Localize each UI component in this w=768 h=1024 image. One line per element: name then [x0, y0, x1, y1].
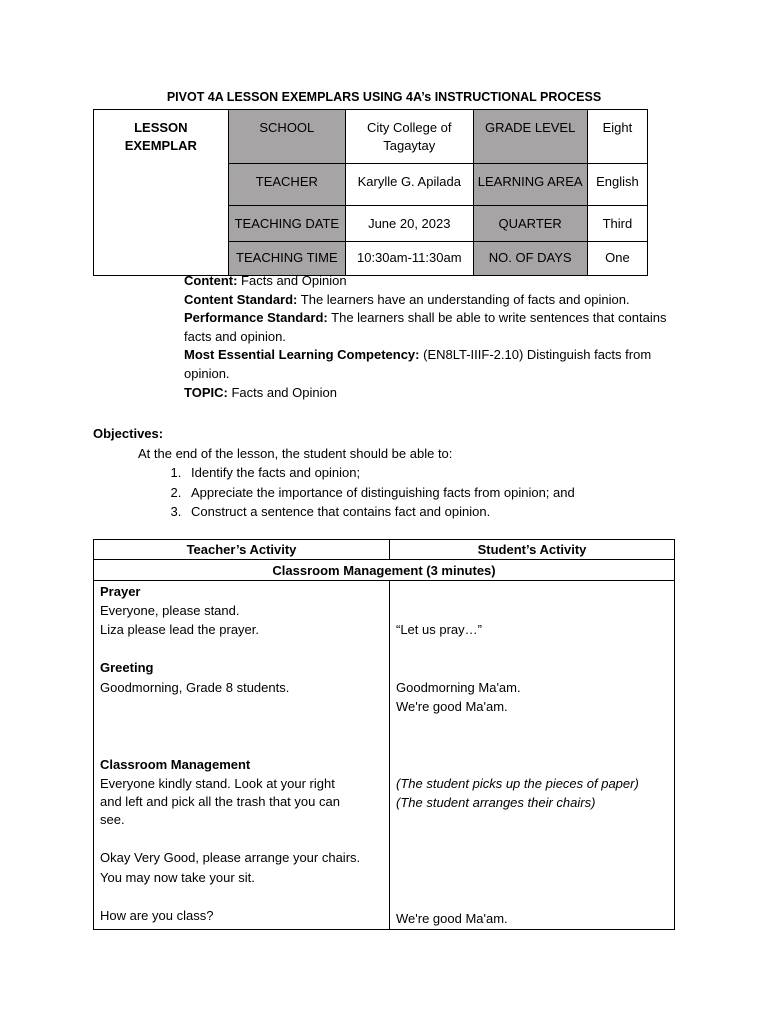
lesson-header-table	[93, 109, 648, 276]
teacher-line: You may now take your sit.	[100, 870, 255, 885]
learning-area-value: English	[587, 164, 647, 206]
teaching-time-value: 10:30am-11:30am	[346, 242, 474, 276]
teaching-date-label: TEACHING DATE	[228, 206, 345, 242]
teacher-activity-cell	[94, 581, 390, 930]
student-line: We're good Ma'am.	[396, 699, 508, 714]
activity-table	[93, 539, 675, 930]
student-line: (The student picks up the pieces of paper)	[396, 776, 639, 791]
days-value: One	[587, 242, 647, 276]
teaching-time-label: TEACHING TIME	[228, 242, 345, 276]
teacher-line: Everyone, please stand.	[100, 603, 240, 618]
teacher-line: see.	[100, 812, 125, 827]
objectives-list	[93, 463, 693, 522]
teacher-value: Karylle G. Apilada	[346, 164, 474, 206]
teacher-line: How are you class?	[100, 908, 214, 923]
classroom-management-heading: Classroom Management	[100, 757, 251, 772]
grade-level-label: GRADE LEVEL	[473, 110, 587, 164]
days-label: NO. OF DAYS	[473, 242, 587, 276]
quarter-value: Third	[587, 206, 647, 242]
student-line: Goodmorning Ma'am.	[396, 680, 521, 695]
teacher-line: Goodmorning, Grade 8 students.	[100, 680, 290, 695]
objective-item: 3. Construct a sentence that contains fact and opinion.	[185, 502, 693, 522]
topic-line: TOPIC: Facts and Opinion	[184, 384, 337, 400]
objective-item: 2. Appreciate the importance of distinguishing facts from opinion; and	[185, 483, 693, 503]
student-line: We're good Ma'am.	[396, 911, 508, 926]
school-label: SCHOOL	[228, 110, 345, 164]
content-line: Content: Facts and Opinion	[184, 273, 347, 288]
school-value: City College of Tagaytay	[346, 110, 474, 164]
teaching-date-value: June 20, 2023	[346, 206, 474, 242]
teacher-line: Liza please lead the prayer.	[100, 622, 259, 637]
document-title: PIVOT 4A LESSON EXEMPLARS USING 4A’s INSTRUCTIONAL PROCESS	[166, 90, 602, 104]
greeting-heading: Greeting	[100, 660, 154, 675]
student-line: “Let us pray…”	[396, 622, 482, 637]
objectives-heading: Objectives:	[93, 426, 164, 441]
performance-standard-line: Performance Standard: The learners shall be able to write sentences that contains facts and opinion.	[184, 310, 667, 344]
teacher-label: TEACHER	[228, 164, 345, 206]
lesson-info	[184, 272, 684, 402]
grade-level-value: Eight	[587, 110, 647, 164]
classroom-management-section: Classroom Management (3 minutes)	[94, 560, 675, 581]
content-standard-line: Content Standard: The learners have an understanding of facts and opinion.	[184, 291, 630, 307]
student-line: (The student arranges their chairs)	[396, 795, 596, 810]
teacher-line: and left and pick all the trash that you can	[100, 794, 340, 809]
student-activity-cell	[390, 581, 675, 930]
melc-line: Most Essential Learning Competency: (EN8LT-IIIF-2.10) Distinguish facts from opinion.	[184, 347, 652, 381]
quarter-label: QUARTER	[473, 206, 587, 242]
prayer-heading: Prayer	[100, 584, 141, 599]
learning-area-label: LEARNING AREA	[473, 164, 587, 206]
teacher-activity-header: Teacher’s Activity	[94, 540, 390, 560]
objectives-section	[93, 424, 693, 522]
student-activity-header: Student’s Activity	[390, 540, 675, 560]
teacher-line: Everyone kindly stand. Look at your right	[100, 776, 335, 791]
lesson-exemplar-label: LESSON EXEMPLAR	[94, 110, 229, 276]
teacher-line: Okay Very Good, please arrange your chairs.	[100, 850, 361, 865]
objective-item: 1. Identify the facts and opinion;	[185, 463, 693, 483]
objectives-intro: At the end of the lesson, the student should be able to:	[138, 445, 453, 461]
